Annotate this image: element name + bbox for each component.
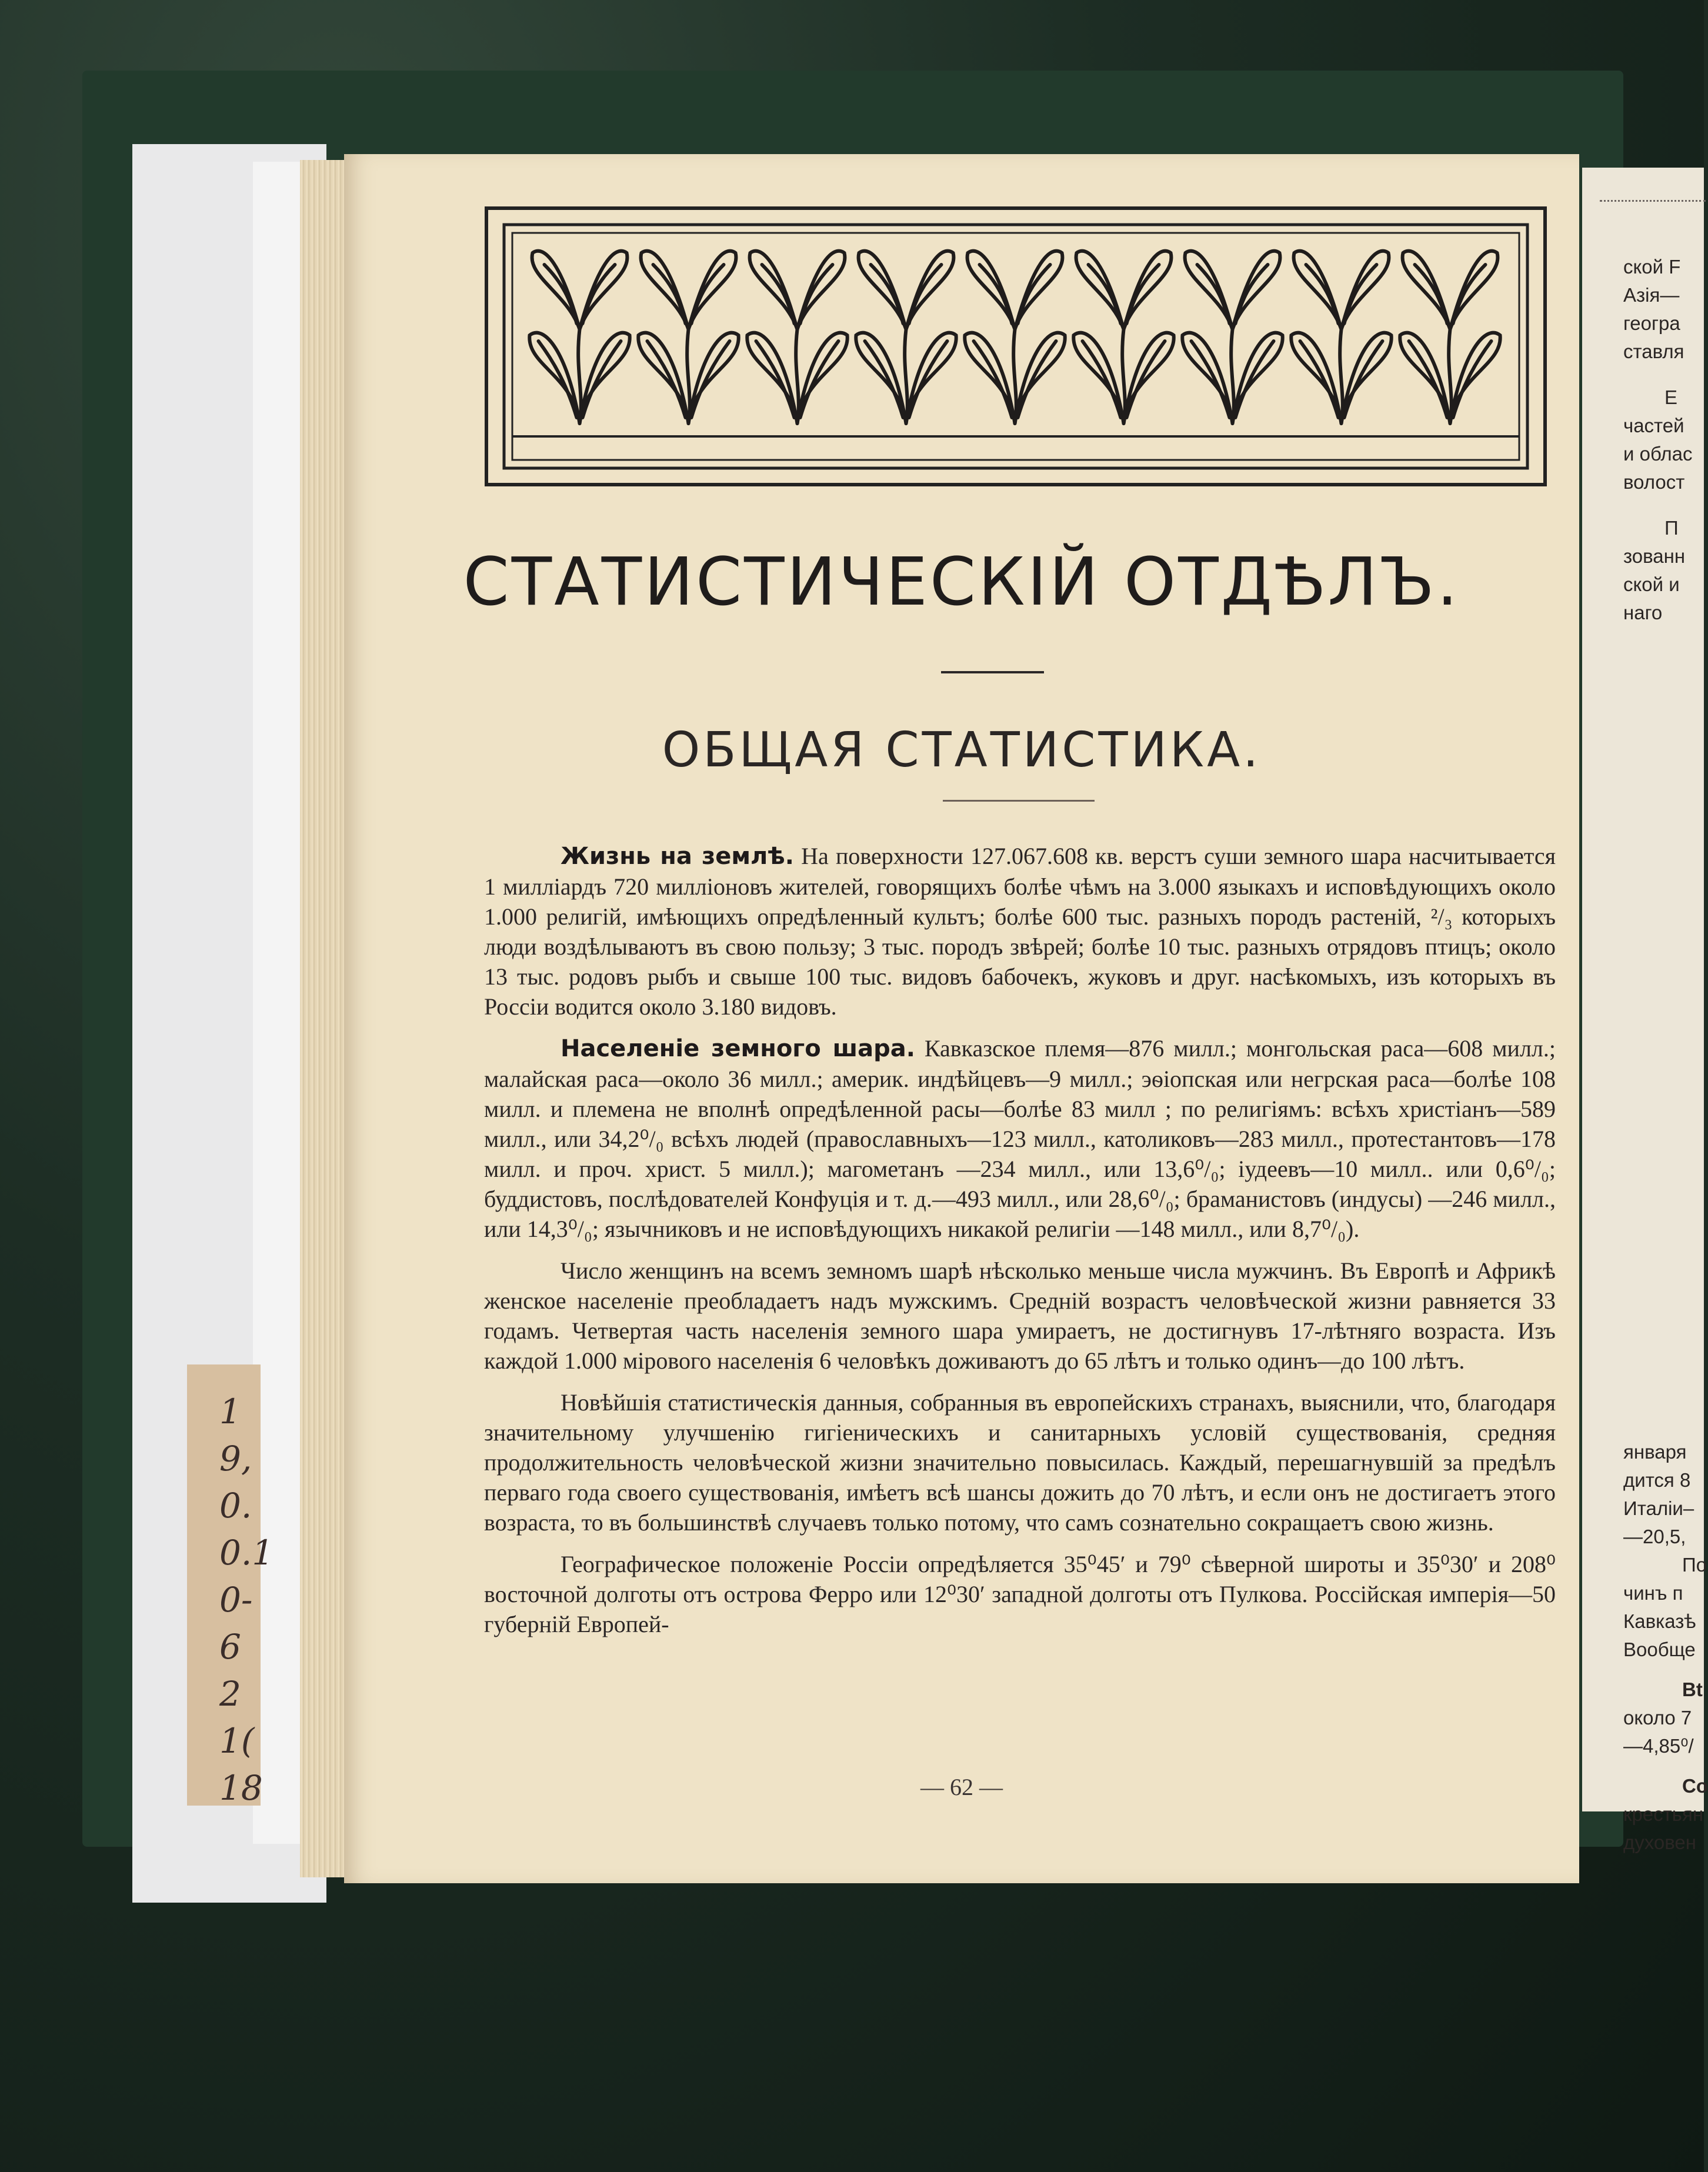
facing-line: и облас xyxy=(1623,443,1693,465)
paragraph-text: Кавказское племя—876 милл.; монгольская раса—608 милл.; малайская раса—около 36 милл.; америк. индѣйцевъ—9 милл.; эѳiопская или негрская раса—болѣе 108 милл. и племена не вполнѣ опредѣленной расы—болѣе 83 милл ; по религiямъ: всѣхъ христiанъ—589 милл., или 34,2⁰/₀ всѣхъ людей (православныхъ—123 милл., католиковъ—283 милл., протестантовъ—178 милл. и проч. христ. 5 милл.); магометанъ —234 милл., или 13,6⁰/₀; iудеевъ—10 милл.. или 0,6⁰/₀; буддистовъ, послѣдователей Конфуцiя и т. д.—493 милл., или 28,6⁰/₀; браманистовъ (индусы) —246 милл., или 14,3⁰/₀; язычниковъ и не исповѣдующихъ никакой религiи —148 милл., или 8,7⁰/₀). xyxy=(484,1035,1556,1242)
facing-line: —4,85⁰/ xyxy=(1623,1735,1694,1757)
paragraph-lead: Населенiе земного шара. xyxy=(561,1035,915,1062)
facing-line: —20,5, xyxy=(1623,1526,1686,1547)
slip-line: 1 xyxy=(219,1392,241,1432)
facing-line: дится 8 xyxy=(1623,1469,1691,1491)
leaf-motif xyxy=(747,251,847,423)
paragraph-lead: Жизнь на землѣ. xyxy=(561,843,794,870)
facing-line: около 7 xyxy=(1623,1707,1692,1729)
slip-line: 1( xyxy=(219,1721,255,1761)
facing-line: Азiя— xyxy=(1623,284,1680,306)
paragraph xyxy=(484,1256,1556,1376)
facing-page xyxy=(1582,168,1708,1853)
paragraph xyxy=(484,1549,1556,1639)
facing-line: Вообще xyxy=(1623,1639,1696,1660)
facing-line: По xyxy=(1682,1554,1707,1576)
ornament-rule xyxy=(1600,200,1706,208)
facing-line: духовен xyxy=(1623,1831,1696,1853)
section-title: СТАТИСТИЧЕСКIЙ ОТДѢЛЪ. xyxy=(463,544,1460,620)
facing-line: волост xyxy=(1623,471,1685,493)
facing-line: частей xyxy=(1623,415,1684,436)
facing-line: зованн xyxy=(1623,545,1686,567)
header-ornament xyxy=(484,206,1547,487)
library-slip xyxy=(187,1364,274,1808)
title-rule xyxy=(941,671,1044,673)
leaf-motif xyxy=(529,251,629,423)
facing-line: ской F xyxy=(1623,256,1681,278)
slip-line: 2 xyxy=(219,1674,241,1714)
slip-line: 0.1 xyxy=(219,1533,274,1573)
paragraph-text: Число женщинъ на всемъ земномъ шарѣ нѣсколько меньше числа мужчинъ. Въ Европѣ и Африкѣ женское населенiе преобладаетъ надъ мужскимъ. Среднiй возрастъ человѣческой жизни равняется 33 годамъ. Четвертая часть населенiя земного шара умираетъ, не достигнувъ 17-лѣтняго возраста. Изъ каждой 1.000 мiрового населенiя 6 человѣкъ доживаютъ до 65 лѣтъ и только одинъ—до 100 лѣтъ. xyxy=(484,1257,1556,1374)
leaf-motif xyxy=(856,251,956,423)
facing-line: ставля xyxy=(1623,341,1684,362)
article-body xyxy=(484,841,1556,1651)
slip-line: 0. xyxy=(219,1486,252,1526)
subtitle-rule xyxy=(943,800,1095,802)
facing-line: Вt xyxy=(1682,1679,1703,1700)
facing-line: чинъ п xyxy=(1623,1582,1683,1604)
slip-line: 0- xyxy=(219,1580,253,1620)
leaf-motif xyxy=(1400,251,1500,423)
page-number: — 62 — xyxy=(920,1774,1003,1800)
facing-line: Кавказѣ xyxy=(1623,1610,1696,1632)
facing-line: П xyxy=(1664,517,1679,539)
leaf-motif xyxy=(965,251,1065,423)
leaf-motif xyxy=(1291,251,1391,423)
slip-line: 6 xyxy=(219,1627,241,1667)
facing-text-top xyxy=(1623,253,1692,627)
slip-line: 9, xyxy=(219,1439,252,1479)
paragraph xyxy=(484,841,1556,1022)
facing-line: крестьян xyxy=(1623,1803,1704,1825)
facing-line: Е xyxy=(1664,386,1678,408)
paragraph-text: На поверхности 127.067.608 кв. верстъ суши земного шара насчитывается 1 миллiардъ 720 миллiоновъ жителей, говорящихъ болѣе чѣмъ на 3.000 языкахъ и исповѣдующихъ около 1.000 религiй, имѣющихъ опредѣленный культъ; болѣе 600 тыс. разныхъ породъ растенiй, ²/₃ которыхъ люди воздѣлываютъ въ свою пользу; 3 тыс. породъ звѣрей; болѣе 10 тыс. разныхъ отрядовъ птицъ; около 13 тыс. родовъ рыбъ и свыше 100 тыс. видовъ бабочекъ, жуковъ и друг. насѣкомыхъ, изъ которыхъ въ Россiи водится около 3.180 видовъ. xyxy=(484,843,1556,1020)
leaf-motif xyxy=(1182,251,1282,423)
paragraph-text: Географическое положенiе Россiи опредѣляется 35⁰45′ и 79⁰ сѣверной широты и 35⁰30′ и 208⁰ восточной долготы отъ острова Ферро или 12⁰30′ западной долготы отъ Пулкова. Россiйская имперiя—50 губернiй Европей- xyxy=(484,1551,1556,1637)
facing-text-bottom xyxy=(1623,1438,1708,1857)
paragraph xyxy=(484,1033,1556,1244)
leaf-motif xyxy=(1073,251,1173,423)
paragraph xyxy=(484,1387,1556,1537)
facing-line: января xyxy=(1623,1441,1687,1463)
facing-line: наго xyxy=(1623,602,1663,623)
section-subtitle: ОБЩАЯ СТАТИСТИКА. xyxy=(662,722,1262,778)
facing-line: геогра xyxy=(1623,312,1680,334)
paragraph-text: Новѣйшiя статистическiя данныя, собранныя въ европейскихъ странахъ, выяснили, что, благодаря значительному улучшенiю гигiеническихъ и санитарныхъ условiй существованiя, средняя продолжительность человѣческой жизни значительно повысилась. Каждый, перешагнувшiй за предѣлъ перваго года своего существованiя, имѣетъ всѣ шансы дожить до 70 лѣтъ, и если онъ не достигаетъ этого возраста, то въ большинствѣ случаевъ только потому, что самъ сознательно сокращаетъ свою жизнь. xyxy=(484,1389,1556,1536)
facing-line: Со xyxy=(1682,1775,1708,1797)
facing-line: Италiи– xyxy=(1623,1497,1694,1519)
facing-line: ской и xyxy=(1623,573,1680,595)
slip-line: 18 xyxy=(219,1768,263,1808)
leaf-motif xyxy=(638,251,738,423)
